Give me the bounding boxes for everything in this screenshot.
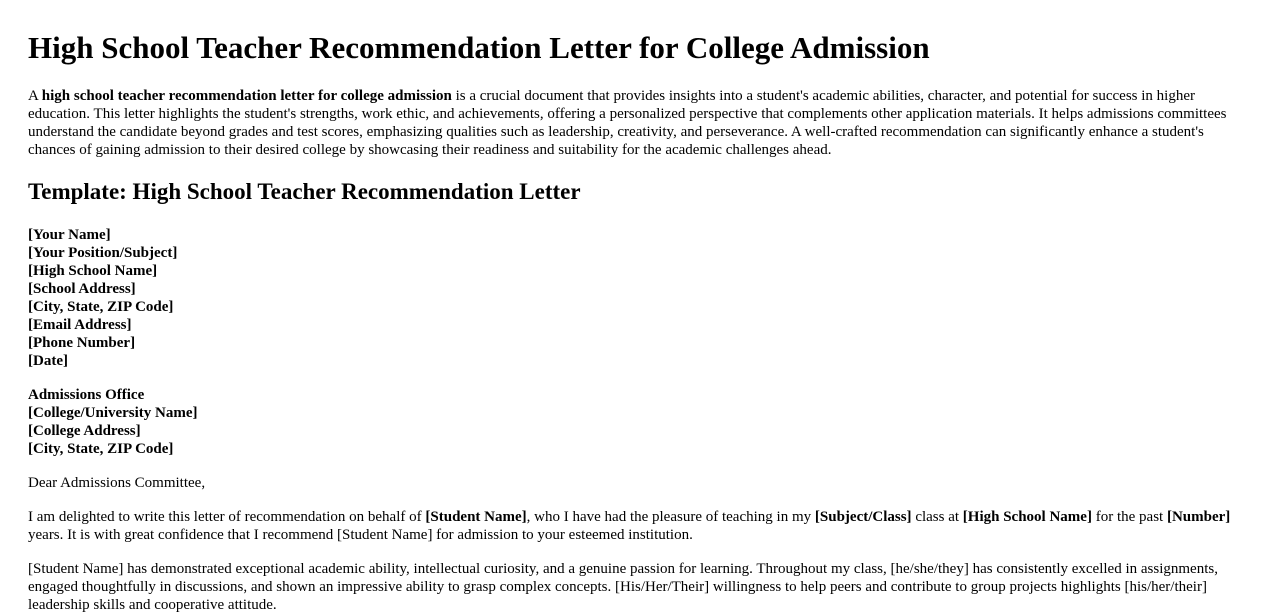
- sender-line: [Your Name]: [28, 227, 111, 243]
- sender-line: [Date]: [28, 353, 68, 369]
- recipient-line: Admissions Office: [28, 387, 145, 403]
- text-run: , who I have had the pleasure of teaching in my: [526, 509, 815, 525]
- sender-line: [High School Name]: [28, 263, 158, 279]
- placeholder-high-school-name: [High School Name]: [962, 509, 1092, 525]
- sender-line: [City, State, ZIP Code]: [28, 299, 174, 315]
- recipient-line: [College Address]: [28, 423, 141, 439]
- sender-line: [Email Address]: [28, 317, 132, 333]
- placeholder-subject-class: [Subject/Class]: [814, 509, 912, 525]
- sender-line: [School Address]: [28, 281, 136, 297]
- text-run: class at: [911, 509, 963, 525]
- sender-line: [Phone Number]: [28, 335, 136, 351]
- intro-rest: is a crucial document that provides insights into a student's academic abilities, character, and potential for success in higher education. This letter highlights the student's strengths, work ethic, and achievements, offering a personalized perspective that complements other application materials. It helps admissions committees understand the candidate beyond grades and test scores, emphasizing qualities such as leadership, creativity, and perseverance. A well-crafted recommendation can significantly enhance a student's chances of gaining admission to their desired college by showcasing their readiness and suitability for the academic challenges ahead.: [28, 88, 1227, 158]
- placeholder-number: [Number]: [1166, 509, 1231, 525]
- recipient-line: [City, State, ZIP Code]: [28, 441, 174, 457]
- intro-prefix: A: [28, 88, 42, 104]
- letter-paragraph-1: [28, 508, 1243, 544]
- intro-bold-phrase: high school teacher recommendation letter for college admission: [41, 88, 452, 104]
- template-heading: Template: High School Teacher Recommendation Letter: [28, 179, 581, 204]
- text-run: I am delighted to write this letter of recommendation on behalf of: [28, 509, 426, 525]
- page-title: High School Teacher Recommendation Letter for College Admission: [28, 30, 930, 65]
- recipient-address-block: [28, 386, 198, 458]
- salutation: Dear Admissions Committee,: [28, 475, 206, 491]
- recipient-line: [College/University Name]: [28, 405, 198, 421]
- sender-address-block: [28, 226, 177, 370]
- sender-line: [Your Position/Subject]: [28, 245, 178, 261]
- intro-paragraph: [28, 87, 1243, 159]
- text-run: years. It is with great confidence that I recommend [Student Name] for admission to your esteemed institution.: [28, 527, 693, 543]
- placeholder-student-name: [Student Name]: [425, 509, 527, 525]
- text-run: for the past: [1091, 509, 1167, 525]
- letter-paragraph-2: [Student Name] has demonstrated exceptional academic ability, intellectual curiosity, and a genuine passion for learning. Throughout my class, [he/she/they] has consistently excelled in assignments, engaged thoughtfully in discussions, and shown an impressive ability to grasp complex concepts. [His/Her/Their] willingness to help peers and contribute to group projects highlights [his/her/their] leadership skills and cooperative attitude.: [28, 561, 1218, 613]
